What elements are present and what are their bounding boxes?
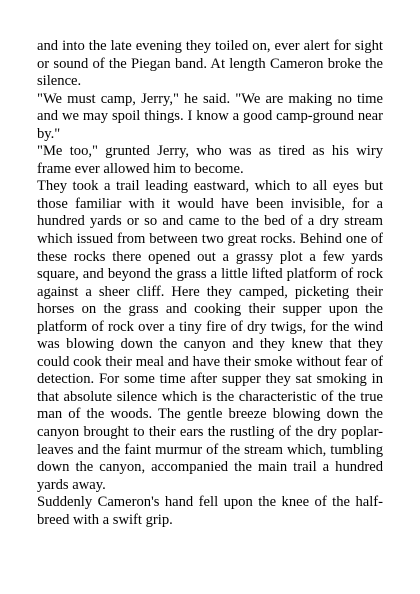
page-text [37,38,383,529]
paragraph-1: and into the late evening they toiled on, ever alert for sight or sound of the Piegan band. At length Cameron broke the silence. [37,38,383,90]
paragraph-2: "We must camp, Jerry," he said. "We are making no time and we may spoil things. I know a good camp-ground near by." [37,90,383,142]
paragraph-3: "Me too," grunted Jerry, who was as tired as his wiry frame ever allowed him to become. [37,143,383,177]
paragraph-5: Suddenly Cameron's hand fell upon the knee of the half-breed with a swift grip. [37,494,383,528]
paragraph-4: They took a trail leading eastward, which to all eyes but those familiar with it would have been invisible, for a hundred yards or so and came to the bed of a dry stream which issued from between two great rocks. Behind one of these rocks there opened out a grassy plot a few yards square, and beyond the grass a little lifted platform of rock against a sheer cliff. Here they camped, picketing their horses on the grass and cooking their supper upon the platform of rock over a tiny fire of dry twigs, for the wind was blowing down the canyon and they knew that they could cook their meal and have their smoke without fear of detection. For some time after supper they sat smoking in that absolute silence which is the characteristic of the true man of the woods. The gentle breeze blowing down the canyon brought to their ears the rustling of the dry poplar-leaves and the faint murmur of the stream which, tumbling down the canyon, accompanied the main trail a hundred yards away. [37,178,383,493]
